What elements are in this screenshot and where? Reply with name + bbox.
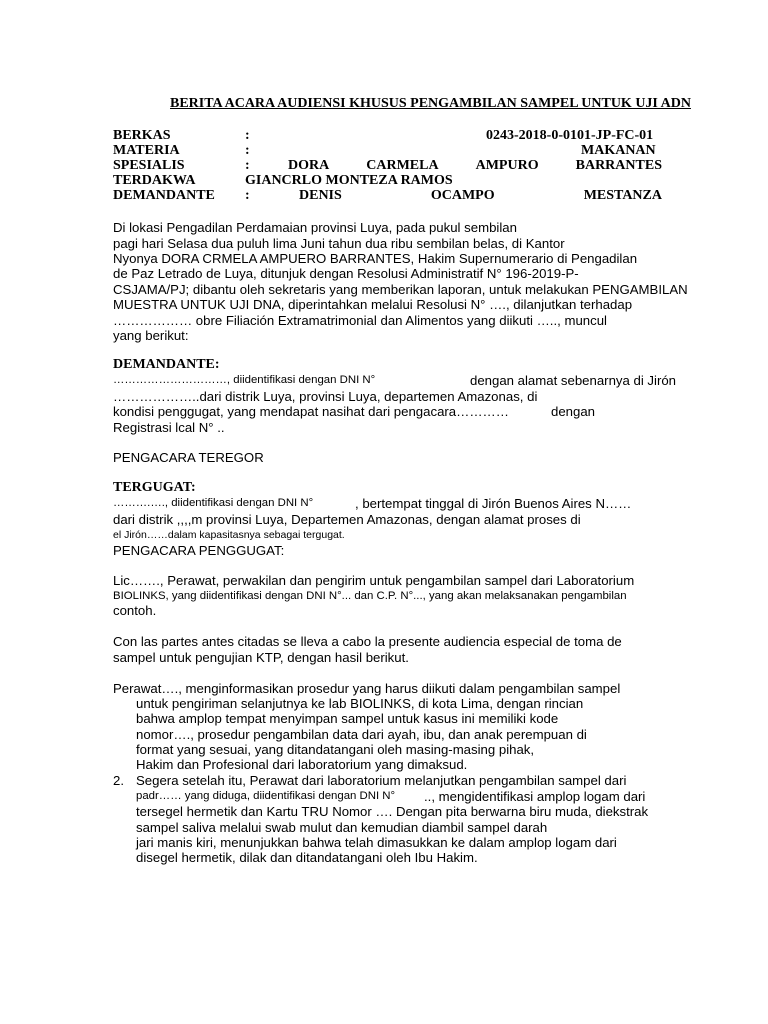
demandante-heading: DEMANDANTE: — [113, 357, 220, 372]
demandante-word: DENIS — [299, 188, 342, 203]
item2-line: .., mengidentifikasi amplop logam dari — [424, 789, 646, 804]
lic-line: BIOLINKS, yang diidentifikasi dengan DNI N°... dan C.P. N°..., yang akan melaksanakan pengambilan — [113, 590, 627, 602]
item2-line: jari manis kiri, menunjukkan bahwa telah dimasukkan ke dalam amplop logam dari — [136, 835, 617, 850]
demandante-line: Registrasi lcal N° .. — [113, 420, 225, 435]
intro-line: MUESTRA UNTUK UJI DNA, diperintahkan melalui Resolusi N° …., dilanjutkan terhadap — [113, 297, 633, 312]
demandante-value — [299, 188, 662, 204]
tergugat-heading: TERGUGAT: — [113, 480, 196, 495]
demandante-line: dengan — [551, 404, 596, 419]
demandante-line: dengan alamat sebenarnya di Jirón — [470, 373, 677, 388]
pengacara-penggugat: PENGACARA PENGGUGAT: — [113, 543, 285, 558]
lic-line: contoh. — [113, 603, 157, 618]
item1-line: nomor…., prosedur pengambilan data dari ayah, ibu, dan anak perempuan di — [136, 727, 587, 742]
demandante-colon: : — [245, 188, 250, 203]
intro-line: CSJAMA/PJ; dibantu oleh sekretaris yang memberikan laporan, untuk melakukan PENGAMBILAN — [113, 282, 688, 297]
intro-line: de Paz Letrado de Luya, ditunjuk dengan Resolusi Administratif N° 196-2019-P- — [113, 266, 579, 281]
tergugat-line: el Jirón……dalam kapasitasnya sebagai tergugat. — [113, 529, 345, 541]
demandante-line: ………………..dari distrik Luya, provinsi Luya, departemen Amazonas, di — [113, 389, 538, 404]
tergugat-line: dari distrik ,,,,m provinsi Luya, Departemen Amazonas, dengan alamat proses di — [113, 512, 581, 527]
berkas-colon: : — [245, 128, 250, 143]
tergugat-line: ……….…., diidentifikasi dengan DNI N° — [113, 497, 314, 509]
intro-line: yang berikut: — [113, 328, 189, 343]
demandante-word: MESTANZA — [583, 188, 662, 203]
lic-line: Lic……., Perawat, perwakilan dan pengirim untuk pengambilan sampel dari Laboratorium — [113, 573, 635, 588]
terdakwa-value: GIANCRLO MONTEZA RAMOS — [245, 173, 453, 188]
item2-line: tersegel hermetik dan Kartu TRU Nomor …. Dengan pita berwarna biru muda, diekstrak — [136, 804, 649, 819]
con-line: sampel untuk pengujian KTP, dengan hasil berikut. — [113, 650, 409, 665]
item1-line: untuk pengiriman selanjutnya ke lab BIOLINKS, di kota Lima, dengan rincian — [136, 696, 584, 711]
item1-line: Perawat…., menginformasikan prosedur yang harus diikuti dalam pengambilan sampel — [113, 681, 621, 696]
item1-line: bahwa amplop tempat menyimpan sampel untuk kasus ini memiliki kode — [136, 711, 559, 726]
spesialis-value — [288, 158, 662, 174]
berkas-value: 0243-2018-0-0101-JP-FC-01 — [486, 128, 654, 143]
terdakwa-label: TERDAKWA — [113, 173, 196, 188]
intro-line: Di lokasi Pengadilan Perdamaian provinsi Luya, pada pukul sembilan — [113, 220, 517, 235]
item2-line: disegel hermetik, dilak dan ditandatangani oleh Ibu Hakim. — [136, 850, 478, 865]
spesialis-word: DORA — [288, 158, 330, 173]
spesialis-colon: : — [245, 158, 250, 173]
demandante-line: …………………………, diidentifikasi dengan DNI N° — [113, 374, 376, 386]
con-line: Con las partes antes citadas se lleva a cabo la presente audiencia especial de toma de — [113, 634, 622, 649]
materia-colon: : — [245, 143, 250, 158]
spesialis-label: SPESIALIS — [113, 158, 185, 173]
item2-line: padr…… yang diduga, diidentifikasi dengan DNI N° — [136, 790, 396, 802]
pengacara-teregor: PENGACARA TEREGOR — [113, 450, 264, 465]
item2-number: 2. — [113, 773, 124, 788]
berkas-label: BERKAS — [113, 128, 171, 143]
spesialis-word: AMPURO — [475, 158, 539, 173]
item2-line: sampel saliva melalui swab mulut dan kemudian diambil sampel darah — [136, 820, 548, 835]
materia-value: MAKANAN — [581, 143, 656, 158]
tergugat-line: , bertempat tinggal di Jirón Buenos Aires N…… — [355, 496, 632, 511]
demandante-label: DEMANDANTE — [113, 188, 215, 203]
item2-line: Segera setelah itu, Perawat dari laboratorium melanjutkan pengambilan sampel dari — [136, 773, 627, 788]
spesialis-word: BARRANTES — [575, 158, 662, 173]
item1-line: Hakim dan Profesional dari laboratorium yang dimaksud. — [136, 757, 468, 772]
intro-line: Nyonya DORA CRMELA AMPUERO BARRANTES, Hakim Supernumerario di Pengadilan — [113, 251, 638, 266]
item1-line: format yang sesuai, yang ditandatangani oleh masing-masing pihak, — [136, 742, 535, 757]
demandante-word: OCAMPO — [430, 188, 495, 203]
demandante-line: kondisi penggugat, yang mendapat nasihat dari pengacara………… — [113, 404, 509, 419]
spesialis-word: CARMELA — [366, 158, 439, 173]
intro-line: ……………… obre Filiación Extramatrimonial dan Alimentos yang diikuti ….., muncul — [113, 313, 607, 328]
document-title: BERITA ACARA AUDIENSI KHUSUS PENGAMBILAN SAMPEL UNTUK UJI ADN — [170, 96, 691, 111]
intro-line: pagi hari Selasa dua puluh lima Juni tahun dua ribu sembilan belas, di Kantor — [113, 236, 565, 251]
materia-label: MATERIA — [113, 143, 180, 158]
